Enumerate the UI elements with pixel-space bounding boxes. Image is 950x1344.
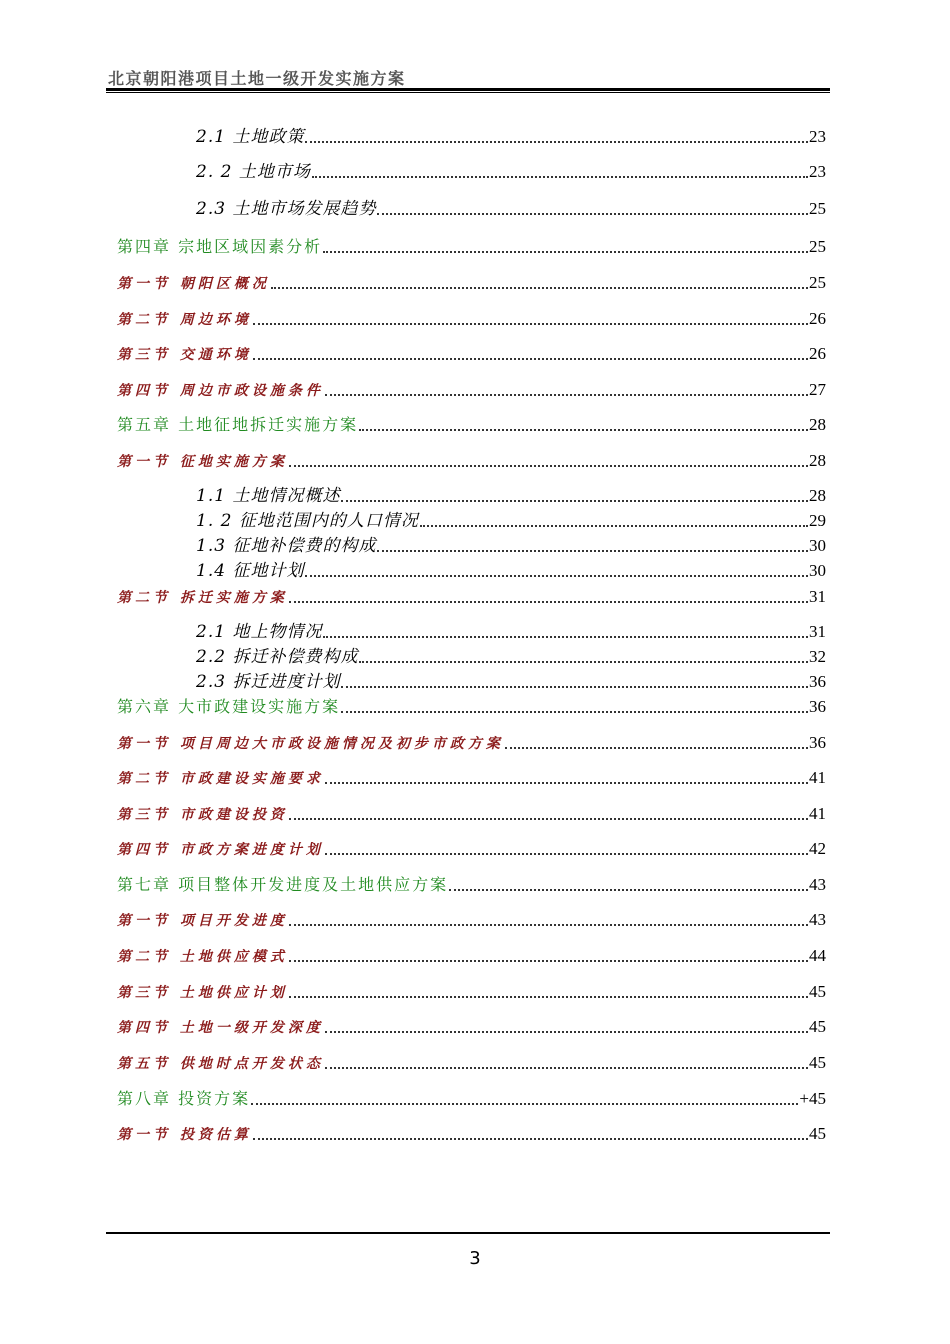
toc-dot-leader [253,1138,808,1140]
toc-entry[interactable] [117,233,826,257]
toc-entry-page: 32 [809,647,826,666]
toc-entry[interactable] [196,507,826,531]
toc-entry-page: 41 [809,804,826,823]
toc-entry-label: 2.1 地上物情况 [196,622,323,642]
toc-entry-page: 36 [809,733,826,752]
header-rule [106,88,830,93]
toc-entry-label: 第四节 土地一级开发深度 [117,1020,324,1036]
toc-dot-leader [325,1067,808,1069]
toc-entry-label: 第四节 周边市政设施条件 [117,383,324,399]
toc-entry-page: 31 [809,587,826,606]
toc-entry-page: 28 [809,451,826,470]
toc-entry-label: 2.3 拆迁进度计划 [196,672,341,692]
toc-entry-page: 28 [809,486,826,505]
toc-entry-page: 30 [809,561,826,580]
toc-entry-label: 第五章 土地征地拆迁实施方案 [117,415,359,434]
toc-entry[interactable] [117,583,826,607]
toc-dot-leader [359,661,808,663]
toc-dot-leader [253,358,808,360]
toc-dot-leader [341,686,808,688]
toc-entry[interactable] [117,1013,826,1037]
toc-entry-label: 1.4 征地计划 [196,561,305,581]
page-header-title: 北京朝阳港项目土地一级开发实施方案 [108,69,406,88]
toc-entry-page: 42 [809,839,826,858]
toc-dot-leader [359,429,808,431]
toc-entry-label: 第一节 投资估算 [117,1127,252,1143]
toc-entry-label: 2.3 土地市场发展趋势 [196,199,377,219]
toc-entry-label: 第七章 项目整体开发进度及土地供应方案 [117,875,449,894]
toc-dot-leader [289,924,808,926]
toc-entry[interactable] [196,557,826,581]
toc-entry[interactable] [117,764,826,788]
toc-entry[interactable] [117,978,826,1002]
toc-entry-page: 44 [809,946,826,965]
toc-dot-leader [305,141,808,143]
toc-entry-page: 28 [809,415,826,434]
toc-entry[interactable] [196,643,826,667]
toc-entry-page: 30 [809,536,826,555]
toc-dot-leader [289,465,808,467]
toc-entry-page: 27 [809,380,826,399]
toc-dot-leader [325,394,808,396]
toc-entry-page: 26 [809,344,826,363]
toc-entry-label: 第二节 周边环境 [117,312,252,328]
toc-entry[interactable] [117,1049,826,1073]
toc-dot-leader [505,747,808,749]
toc-dot-leader [325,853,808,855]
page-number: 3 [469,1248,481,1269]
toc-dot-leader [289,601,808,603]
toc-entry-page: 36 [809,697,826,716]
toc-entry-label: 第三节 市政建设投资 [117,807,288,823]
toc-entry[interactable] [196,482,826,506]
toc-dot-leader [341,711,808,713]
toc-entry-page: 25 [809,237,826,256]
toc-entry-label: 1. 2 征地范围内的人口情况 [196,511,419,531]
toc-dot-leader [289,996,808,998]
toc-entry[interactable] [117,305,826,329]
toc-entry-page: 45 [809,1053,826,1072]
toc-entry[interactable] [196,618,826,642]
toc-entry[interactable] [117,800,826,824]
toc-dot-leader [377,213,808,215]
toc-entry-label: 第一节 征地实施方案 [117,454,288,470]
toc-entry-label: 第四节 市政方案进度计划 [117,842,324,858]
toc-entry-page: 25 [809,273,826,292]
toc-dot-leader [312,176,808,178]
toc-entry-label: 第一节 项目开发进度 [117,913,288,929]
toc-entry-page: 43 [809,875,826,894]
toc-entry-label: 2.1 土地政策 [196,127,305,147]
toc-entry-page: 43 [809,910,826,929]
toc-entry[interactable] [196,532,826,556]
toc-entry-page: 41 [809,768,826,787]
toc-entry-label: 第四章 宗地区域因素分析 [117,237,323,256]
toc-entry-page: +45 [799,1089,826,1108]
toc-entry[interactable] [196,123,826,147]
toc-dot-leader [305,575,808,577]
toc-entry-page: 45 [809,982,826,1001]
toc-entry-label: 第二节 拆迁实施方案 [117,590,288,606]
toc-entry-label: 1.1 土地情况概述 [196,486,341,506]
toc-dot-leader [323,251,808,253]
toc-entry[interactable] [117,906,826,930]
toc-entry-page: 31 [809,622,826,641]
toc-entry[interactable] [117,411,826,435]
toc-entry[interactable] [196,195,826,219]
toc-entry-page: 45 [809,1124,826,1143]
toc-entry-label: 第六章 大市政建设实施方案 [117,697,341,716]
footer-rule [106,1232,830,1234]
toc-dot-leader [449,889,808,891]
toc-entry-label: 第五节 供地时点开发状态 [117,1056,324,1072]
toc-entry-page: 23 [809,162,826,181]
toc-entry-page: 29 [809,511,826,530]
toc-dot-leader [323,636,808,638]
toc-entry[interactable] [117,1085,826,1109]
toc-entry-label: 2. 2 土地市场 [196,162,311,182]
toc-dot-leader [341,500,808,502]
toc-entry[interactable] [117,835,826,859]
toc-entry[interactable] [117,447,826,471]
toc-dot-leader [325,782,808,784]
toc-entry-label: 第二节 市政建设实施要求 [117,771,324,787]
toc-entry[interactable] [117,942,826,966]
toc-entry-label: 第一节 朝阳区概况 [117,276,270,292]
toc-entry[interactable] [117,269,826,293]
toc-dot-leader [420,525,808,527]
toc-dot-leader [253,323,808,325]
toc-entry-label: 2.2 拆迁补偿费构成 [196,647,359,667]
toc-entry[interactable] [117,376,826,400]
toc-entry-label: 第二节 土地供应模式 [117,949,288,965]
toc-dot-leader [377,550,808,552]
toc-entry-page: 25 [809,199,826,218]
toc-entry[interactable] [196,158,826,182]
toc-entry-label: 第八章 投资方案 [117,1089,251,1108]
toc-entry[interactable] [117,693,826,717]
toc-dot-leader [251,1103,798,1105]
toc-entry-label: 第三节 交通环境 [117,347,252,363]
toc-entry[interactable] [117,340,826,364]
toc-entry[interactable] [117,729,826,753]
toc-entry[interactable] [196,668,826,692]
toc-entry-page: 26 [809,309,826,328]
toc-dot-leader [289,960,808,962]
toc-entry-label: 第三节 土地供应计划 [117,985,288,1001]
toc-dot-leader [325,1031,808,1033]
toc-entry-page: 23 [809,127,826,146]
toc-entry[interactable] [117,1120,826,1144]
toc-entry-page: 36 [809,672,826,691]
toc-entry-label: 第一节 项目周边大市政设施情况及初步市政方案 [117,736,504,752]
toc-dot-leader [271,287,808,289]
toc-entry-page: 45 [809,1017,826,1036]
toc-dot-leader [289,818,808,820]
toc-entry-label: 1.3 征地补偿费的构成 [196,536,377,556]
toc-entry[interactable] [117,871,826,895]
